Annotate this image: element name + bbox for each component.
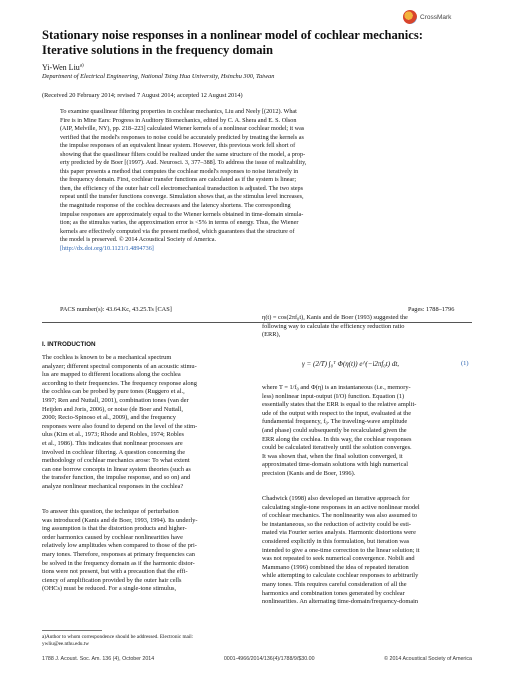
affiliation: Department of Electrical Engineering, National Tsing Hua University, Hsinchu 300, Taiwan [42,73,275,80]
text-line: 2000; Recio-Spinoso et al., 2009), and the frequency [42,414,176,422]
text-line: Heijden and Joris, 2006), or noise (de Boer and Nuttall, [42,405,183,413]
paper-title: Stationary noise responses in a nonlinear model of cochlear mechanics: Iterative solutions in the frequency domain [42,28,423,57]
page-range: Pages: 1788–1796 [408,306,455,313]
abstract-line: To examine quasilinear filtering properties in cochlear mechanics, Liu and Neely [(2012). What [60,108,297,115]
intro-paragraph-1 [42,354,251,492]
text-line: (ERR), [262,331,281,339]
pacs-numbers: PACS number(s): 43.64.Kc, 43.25.Ts [CAS] [60,306,172,313]
text-line: et al., 1986). This indicates that nonlinear processes are [42,439,183,447]
doi-link[interactable]: [http://dx.doi.org/10.1121/1.4894736] [60,244,154,252]
text-line: following way to calculate the efficiency reduction ratio [262,322,405,330]
text-line: The cochlea is known to be a mechanical spectrum [42,354,172,361]
abstract-line: then, the efficiency of the outer hair cell electromechanical transduction is adjusted. The two steps [60,184,304,192]
text-line: mated via Fourier series analysis. Harmonic distortions were [262,529,416,537]
section-heading: I. INTRODUCTION [42,341,96,348]
text-line: relatively low amplitudes when compared to those of the pri- [42,542,197,550]
text-line: nonlinearities. An alternating time-domain/frequency-domain [262,598,419,606]
equation-body: γ = (2/T) ∫₀ᵀ Φ(η(t)) e^(−i2πf₀t) dt, [302,360,400,368]
abstract-line: the impulse responses of an equivalent linear system. However, this previous work fell short of [60,142,296,150]
text-line: of cochlear mechanics. The nonlinearity was also assumed to [262,512,418,520]
equation-1 [262,352,472,378]
page-footer [42,656,472,662]
text-line: (OHCs) must be reduced. For a single-tone stimulus, [42,585,177,593]
crossmark-badge[interactable] [403,8,475,26]
text-line: while attempting to calculate cochlear responses to arbitrarily [262,572,419,580]
text-line: could be calculated iteratively until the solution converges. [262,444,412,452]
text-line: mary tones. Therefore, responses at primary frequencies can [42,550,195,558]
abstract-line: impulse responses are approximately equal to the Wiener kernels obtained in time-domain simula- [60,210,304,218]
text-line: harmonics and combination tones generated by cochlear [262,589,405,597]
abstract [60,108,472,253]
text-line: where T = 1/f₀ and Φ(η) is an instantaneous (i.e., memory- [262,384,411,391]
text-line: can one borrow concepts in linear system theories (such as [42,465,191,473]
text-line: tions were not present, but with a precaution that the effi- [42,568,188,576]
abstract-line: Fire is in Mine Ears: Progress in Auditory Biomechanics, edited by C. A. Shera and E. S. Olson [60,116,297,124]
text-line: ulus (Kim et al., 1973; Rhode and Robles, 1974; Robles [42,431,185,439]
received-dates: (Received 20 February 2014; revised 7 August 2014; accepted 12 August 2014) [42,92,243,99]
text-line: involved in cochlear filtering. A question concerning the [42,448,186,456]
footnote-line: ywliu@ee.nthu.edu.tw [42,640,89,647]
abstract-line: the model is preserved. © 2014 Acoustical Society of America. [60,236,217,244]
intro-paragraph-2 [42,508,251,594]
footnote-line: a)Author to whom correspondence should be addressed. Electronic mail: [42,634,194,640]
text-line: analyzer; different spectral components of an acoustic stimu- [42,362,197,370]
text-line: To answer this question, the technique of perturbation [42,508,179,515]
text-line: Chadwick (1998) also developed an iterative approach for [262,495,410,502]
abstract-line: tion; as the stimulus varies, the approximation error is <5% in terms of energy. Thus, the Wiener [60,219,299,227]
text-line: It was shown that, when the final solution converged, it [262,452,403,460]
equation-number[interactable]: (1) [461,360,469,367]
text-line: the cochlea can be probed by pure tones (Ruggero et al., [42,388,185,396]
text-line: 1997; Ren and Nuttall, 2001), combination tones (van der [42,396,189,404]
text-line: according to their frequencies. The frequency response along [42,379,197,387]
abstract-line: verified that the model's responses to noise could be accurately predicted by treating the kernels as [60,133,304,141]
text-line: Mammano (1996) combined the idea of repeated iteration [262,563,409,571]
text-line: the transfer function, the impulse response, and so on) and [42,474,191,482]
author-line [42,63,84,72]
abstract-line: (AIP, Melville, NY), pp. 218–223] calculated Wiener kernels of a nonlinear cochlear model; it was [60,125,305,133]
footer-journal: 1788 J. Acoust. Soc. Am. 136 (4), October 2014 [42,656,155,662]
text-line: methodology of cochlear mechanics arose: To what extent [42,457,190,465]
text-line: essentially states that the ERR is equal to the relative amplit- [262,401,417,409]
text-line: approximated time-domain solutions with high numerical [262,461,409,469]
text-line: was introduced (Kanis and de Boer, 1993, 1994). Its underly- [42,516,198,524]
abstract-line: repeat until the transfer functions converge. Simulation shows that, as the stimulus level increases, [60,193,304,201]
text-line: many tones. This requires careful consideration of all the [262,580,407,588]
text-line: ude of the output with respect to the input, evaluated at the [262,409,412,417]
abstract-line: this paper presents a method that computes the cochlear model's responses to noise iteratively in [60,167,299,175]
text-line: (and phase) could subsequently be recalculated given the [262,426,407,434]
text-line: be instantaneous, so the reduction of activity could be esti- [262,520,412,528]
crossmark-label: CrossMark [420,13,452,21]
text-line: ERR along the cochlea. In this way, the cochlear responses [262,435,412,443]
text-line: calculating single-tone responses in an active nonlinear model [262,503,420,511]
text-line: ciency of amplification provided by the outer hair cells [42,576,182,584]
text-line: considered explicitly in this formulation, but iteration was [262,537,410,545]
abstract-line: kernels are effectively computed via the present method, which guarantees that the structure of [60,227,295,235]
right-paragraph-1 [262,314,472,340]
abstract-line: the magnitude response of the cochlea decreases and the latency shortens. The corresponding [60,202,291,210]
author-name: Yi-Wen Liu [42,63,80,72]
footer-copyright: © 2014 Acoustical Society of America [384,656,472,662]
footnote [42,634,251,647]
abstract-line: erty predicted by de Boer [(1997). Aud. Neurosci. 3, 377–388]. To address the issue of realizability, [60,159,307,167]
text-line: order harmonics caused by cochlear nonlinearities have [42,533,183,541]
footer-code: 0001-4966/2014/136(4)/1788/9/$30.00 [223,656,315,662]
text-line: lus are mapped to different locations along the cochlea [42,371,181,379]
abstract-line: showing that the quasilinear filters could be realized under the same structure of the model, a prop- [60,150,306,158]
abstract-line: the frequency domain. First, cochlear transfer functions are calculated as if the system is linear; [60,176,297,184]
text-line: be solved in the frequency domain as if the harmonic distor- [42,559,195,567]
text-line: ing assumption is that the distortion products and higher- [42,525,187,533]
text-line: analyze nonlinear mechanical responses in the cochlea? [42,482,184,490]
text-line: precision (Kanis and de Boer, 1996). [262,469,356,477]
right-paragraph-3 [262,495,472,607]
text-line: η(t) = cos(2πf₀t), Kanis and de Boer (1993) suggested the [262,314,408,321]
text-line: less) nonlinear input-output (I/O) function. Equation (1) [262,392,405,400]
text-line: intended to give a one-time correction to the linear solution; it [262,546,420,554]
text-line: responses were also found to depend on the level of the stim- [42,422,198,430]
crossmark-icon [403,10,417,24]
text-line: was not repeated to seek numerical convergence. Nobili and [262,555,415,563]
right-paragraph-2 [262,384,472,479]
text-line: fundamental frequency, f₀. The traveling-wave amplitude [262,418,408,426]
footnote-divider [42,630,102,631]
author-mark: a) [79,63,84,69]
